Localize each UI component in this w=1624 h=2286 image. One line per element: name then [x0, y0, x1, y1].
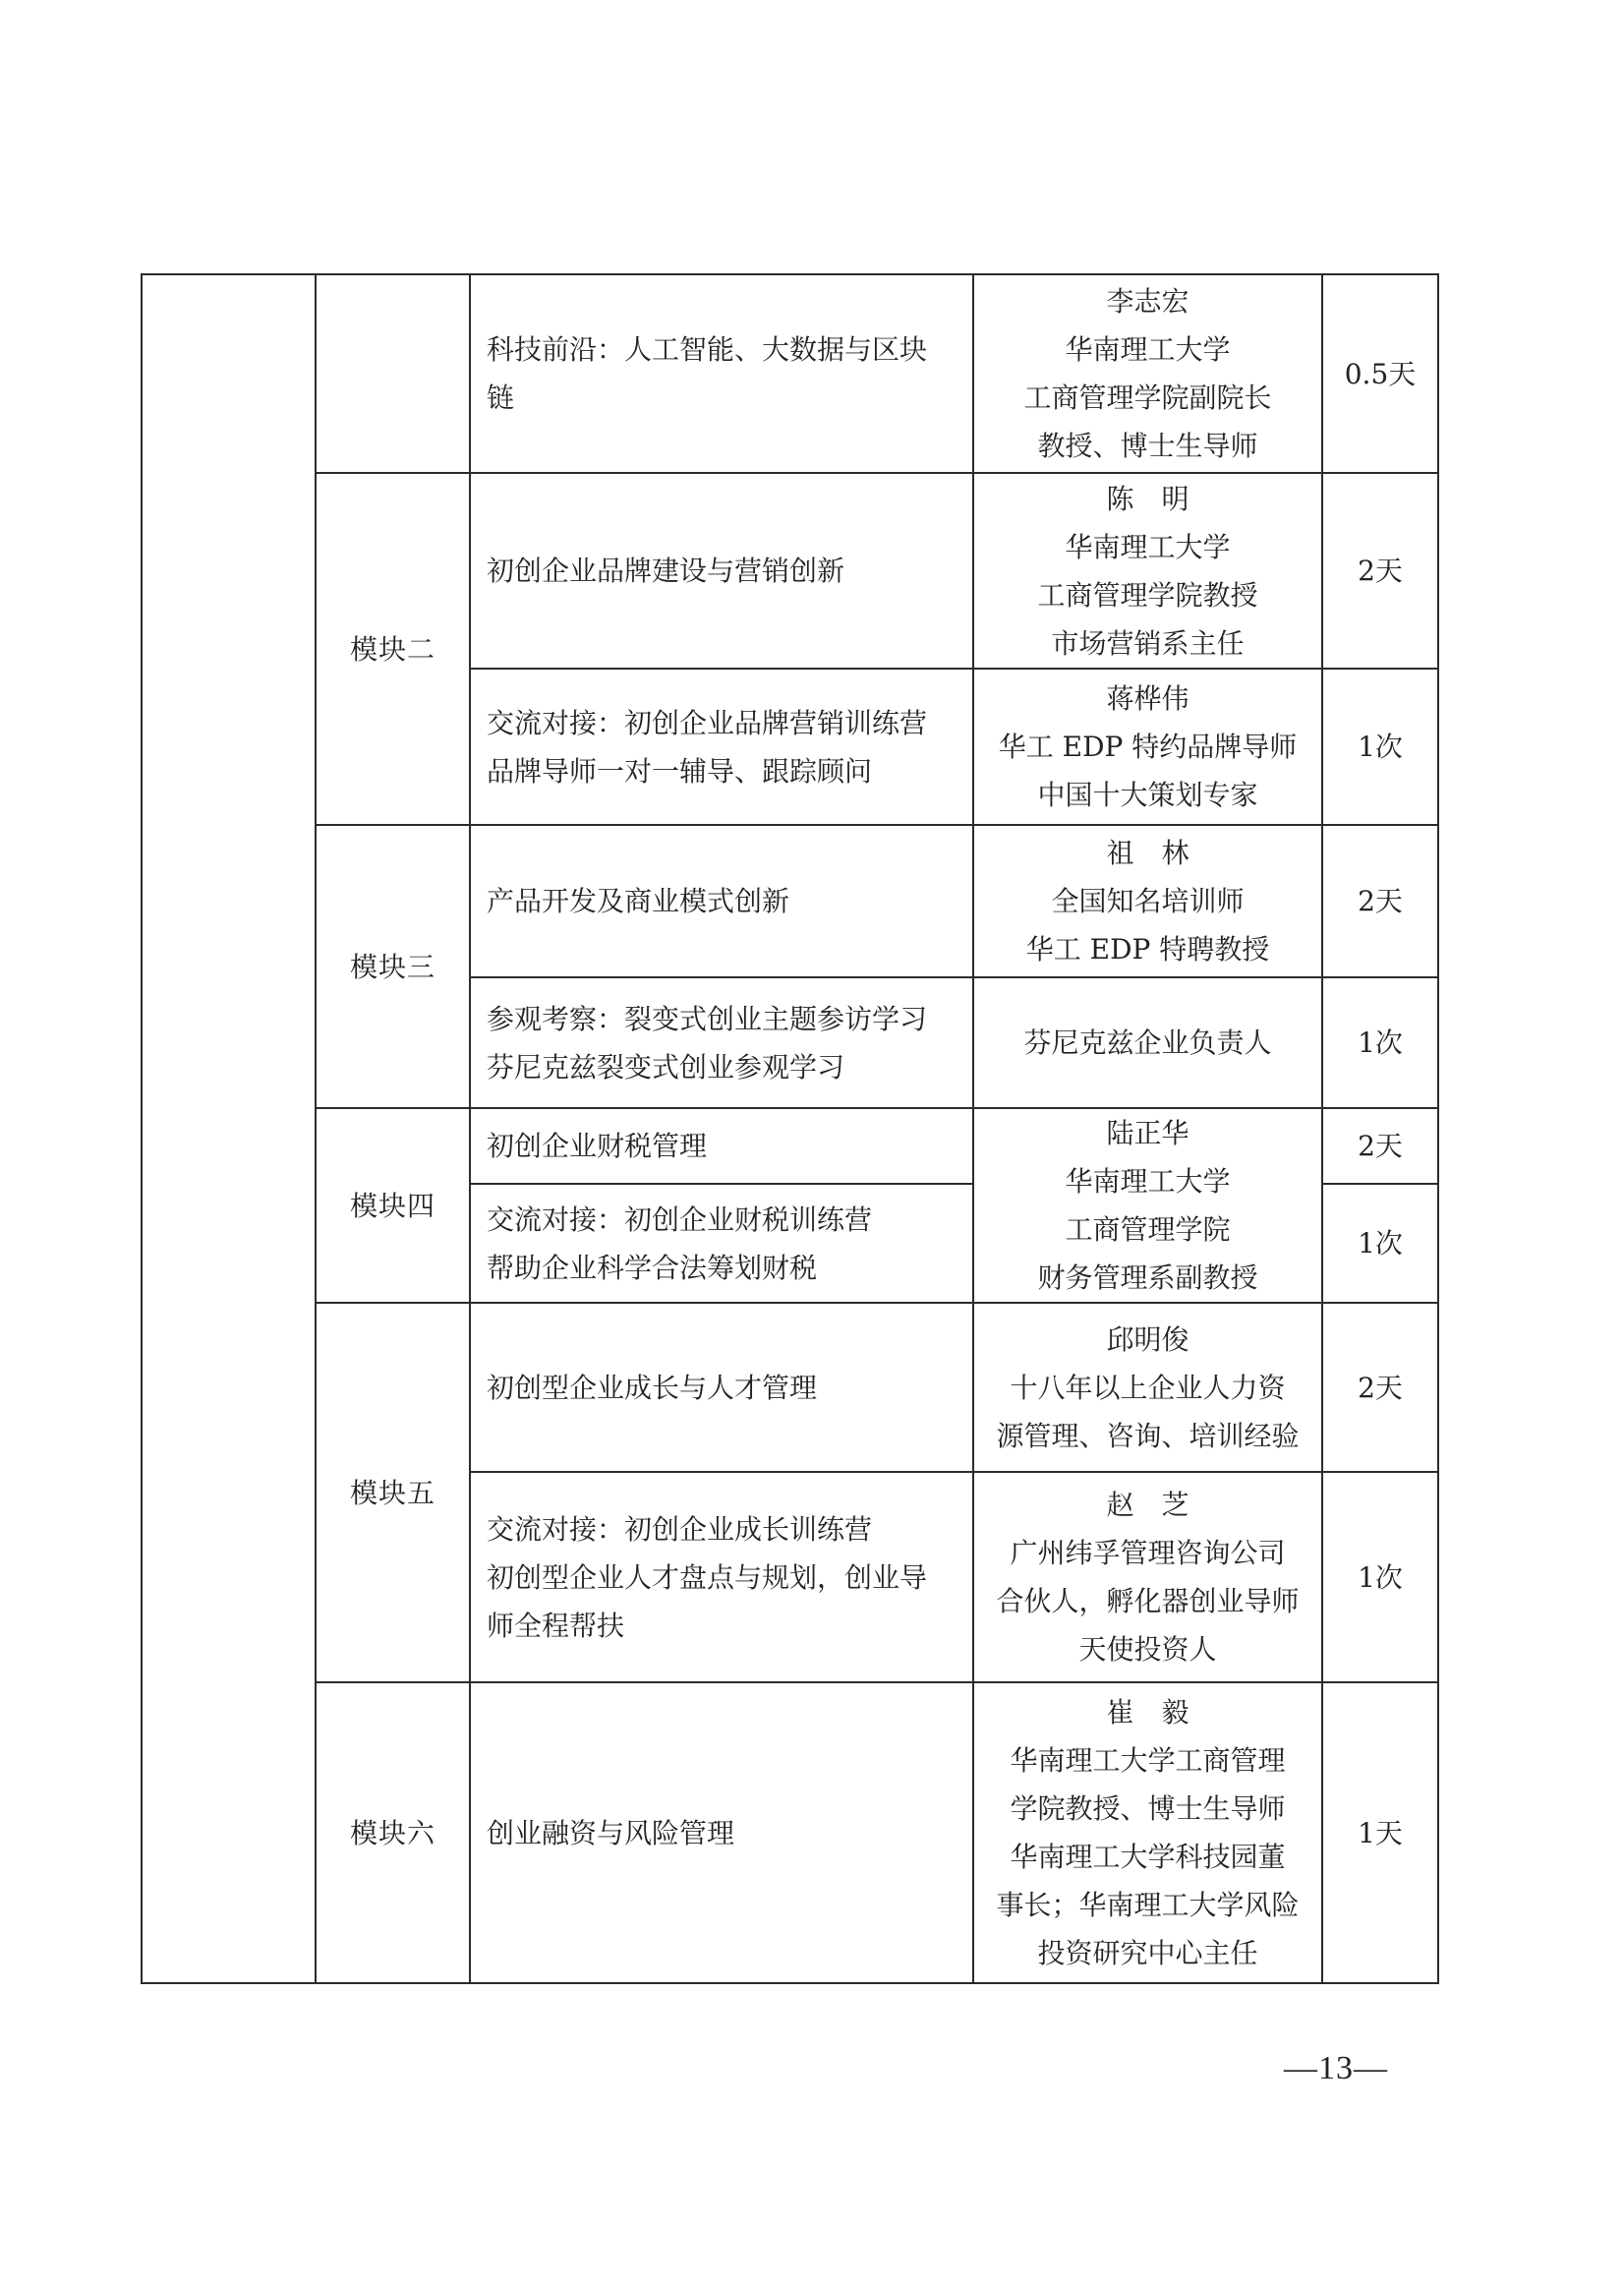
- course-topic-cell: [470, 1108, 973, 1184]
- instructor-line: 财务管理系副教授: [1037, 1261, 1258, 1294]
- instructor-cell: [973, 1303, 1322, 1472]
- page-number: —13—: [1284, 2050, 1388, 2086]
- instructor-line: 广州纬孚管理咨询公司: [1010, 1537, 1286, 1569]
- duration-cell: 1次: [1322, 1184, 1438, 1303]
- instructor-line: 崔 毅: [1106, 1696, 1189, 1729]
- instructor-line: 天使投资人: [1078, 1633, 1217, 1666]
- duration-cell: 2天: [1322, 1108, 1438, 1184]
- instructor-line: 十八年以上企业人力资: [1010, 1371, 1286, 1404]
- instructor-cell: [973, 473, 1322, 669]
- instructor-line: 中国十大策划专家: [1037, 779, 1258, 811]
- instructor-line: 陆正华: [1106, 1117, 1189, 1149]
- duration-cell: 1次: [1322, 669, 1438, 825]
- instructor-line: 合伙人，孵化器创业导师: [996, 1585, 1300, 1617]
- instructor-cell: [973, 825, 1322, 977]
- instructor-cell: [973, 274, 1322, 473]
- instructor-line: 华南理工大学: [1065, 333, 1231, 366]
- course-topic-line: 品牌导师一对一辅导、跟踪顾问: [487, 754, 873, 788]
- instructor-line: 市场营销系主任: [1051, 626, 1245, 660]
- course-topic-line: 初创企业品牌建设与营销创新: [487, 555, 845, 587]
- instructor-line: 华工 EDP 特聘教授: [1025, 933, 1270, 966]
- course-topic-cell: [470, 1184, 973, 1303]
- module-cell: 模块四: [316, 1108, 470, 1303]
- course-topic-cell: [470, 473, 973, 669]
- module-cell: 模块五: [316, 1303, 470, 1682]
- table-row: [142, 825, 1438, 977]
- module-cell: 模块二: [316, 473, 470, 825]
- course-topic-line: 初创企业财税管理: [487, 1130, 708, 1162]
- instructor-line: 蒋桦伟: [1106, 682, 1189, 715]
- instructor-line: 源管理、咨询、培训经验: [996, 1419, 1300, 1452]
- course-topic-cell: [470, 977, 973, 1108]
- table-row: [142, 1682, 1438, 1983]
- instructor-line: 芬尼克兹企业负责人: [1023, 1026, 1272, 1059]
- instructor-cell: [973, 1108, 1322, 1303]
- duration-cell: 1天: [1322, 1682, 1438, 1983]
- instructor-cell: [973, 669, 1322, 825]
- course-topic-cell: [470, 274, 973, 473]
- table-row: [142, 473, 1438, 669]
- module-cell: 模块三: [316, 825, 470, 1108]
- course-topic-line: 参观考察：裂变式创业主题参访学习: [487, 1002, 928, 1035]
- instructor-line: 工商管理学院副院长: [1023, 381, 1272, 414]
- instructor-line: 祖 林: [1106, 837, 1189, 869]
- instructor-line: 教授、博士生导师: [1037, 430, 1258, 462]
- duration-cell: 1次: [1322, 977, 1438, 1108]
- instructor-line: 事长；华南理工大学风险: [996, 1889, 1300, 1921]
- course-topic-line: 初创型企业人才盘点与规划，创业导: [487, 1560, 928, 1594]
- course-topic-line: 科技前沿：人工智能、大数据与区块: [487, 333, 928, 366]
- course-topic-line: 创业融资与风险管理: [487, 1816, 735, 1849]
- instructor-line: 工商管理学院: [1065, 1213, 1231, 1246]
- course-topic-cell: [470, 1472, 973, 1682]
- course-topic-line: 芬尼克兹裂变式创业参观学习: [487, 1050, 845, 1084]
- instructor-line: 华工 EDP 特约品牌导师: [998, 731, 1298, 763]
- module-cell: [316, 274, 470, 473]
- course-table: [141, 273, 1439, 1984]
- course-topic-cell: [470, 1682, 973, 1983]
- instructor-line: 华南理工大学: [1065, 1165, 1231, 1198]
- duration-cell: 2天: [1322, 473, 1438, 669]
- instructor-line: 投资研究中心主任: [1037, 1937, 1258, 1969]
- table-row: [142, 274, 1438, 473]
- course-topic-cell: [470, 825, 973, 977]
- instructor-cell: [973, 1682, 1322, 1983]
- instructor-line: 赵 芝: [1106, 1489, 1189, 1521]
- duration-cell: 0.5天: [1322, 274, 1438, 473]
- course-topic-line: 交流对接：初创企业财税训练营: [487, 1202, 873, 1236]
- course-topic-line: 初创型企业成长与人才管理: [487, 1371, 818, 1404]
- duration-cell: 2天: [1322, 825, 1438, 977]
- course-topic-line: 师全程帮扶: [487, 1609, 625, 1642]
- instructor-line: 华南理工大学工商管理: [1010, 1744, 1286, 1777]
- course-topic-line: 交流对接：初创企业成长训练营: [487, 1512, 873, 1546]
- instructor-cell: [973, 977, 1322, 1108]
- instructor-line: 全国知名培训师: [1051, 885, 1245, 917]
- course-table-wrapper: [141, 273, 1437, 1982]
- course-topic-cell: [470, 1303, 973, 1472]
- instructor-line: 陈 明: [1106, 482, 1189, 515]
- instructor-line: 华南理工大学科技园董: [1010, 1841, 1286, 1873]
- instructor-line: 学院教授、博士生导师: [1010, 1792, 1286, 1825]
- table-row: [142, 1108, 1438, 1184]
- instructor-line: 华南理工大学: [1065, 530, 1231, 563]
- instructor-cell: [973, 1472, 1322, 1682]
- course-topic-line: 链: [487, 381, 515, 414]
- course-topic-line: 帮助企业科学合法筹划财税: [487, 1251, 818, 1284]
- module-cell: 模块六: [316, 1682, 470, 1983]
- instructor-line: 邱明俊: [1106, 1322, 1189, 1356]
- table-row: [142, 1303, 1438, 1472]
- outer-category-cell: [142, 274, 316, 1983]
- course-topic-line: 交流对接：初创企业品牌营销训练营: [487, 706, 928, 739]
- duration-cell: 2天: [1322, 1303, 1438, 1472]
- duration-cell: 1次: [1322, 1472, 1438, 1682]
- course-topic-cell: [470, 669, 973, 825]
- instructor-line: 李志宏: [1106, 285, 1189, 318]
- instructor-line: 工商管理学院教授: [1037, 578, 1258, 612]
- course-topic-line: 产品开发及商业模式创新: [487, 885, 790, 917]
